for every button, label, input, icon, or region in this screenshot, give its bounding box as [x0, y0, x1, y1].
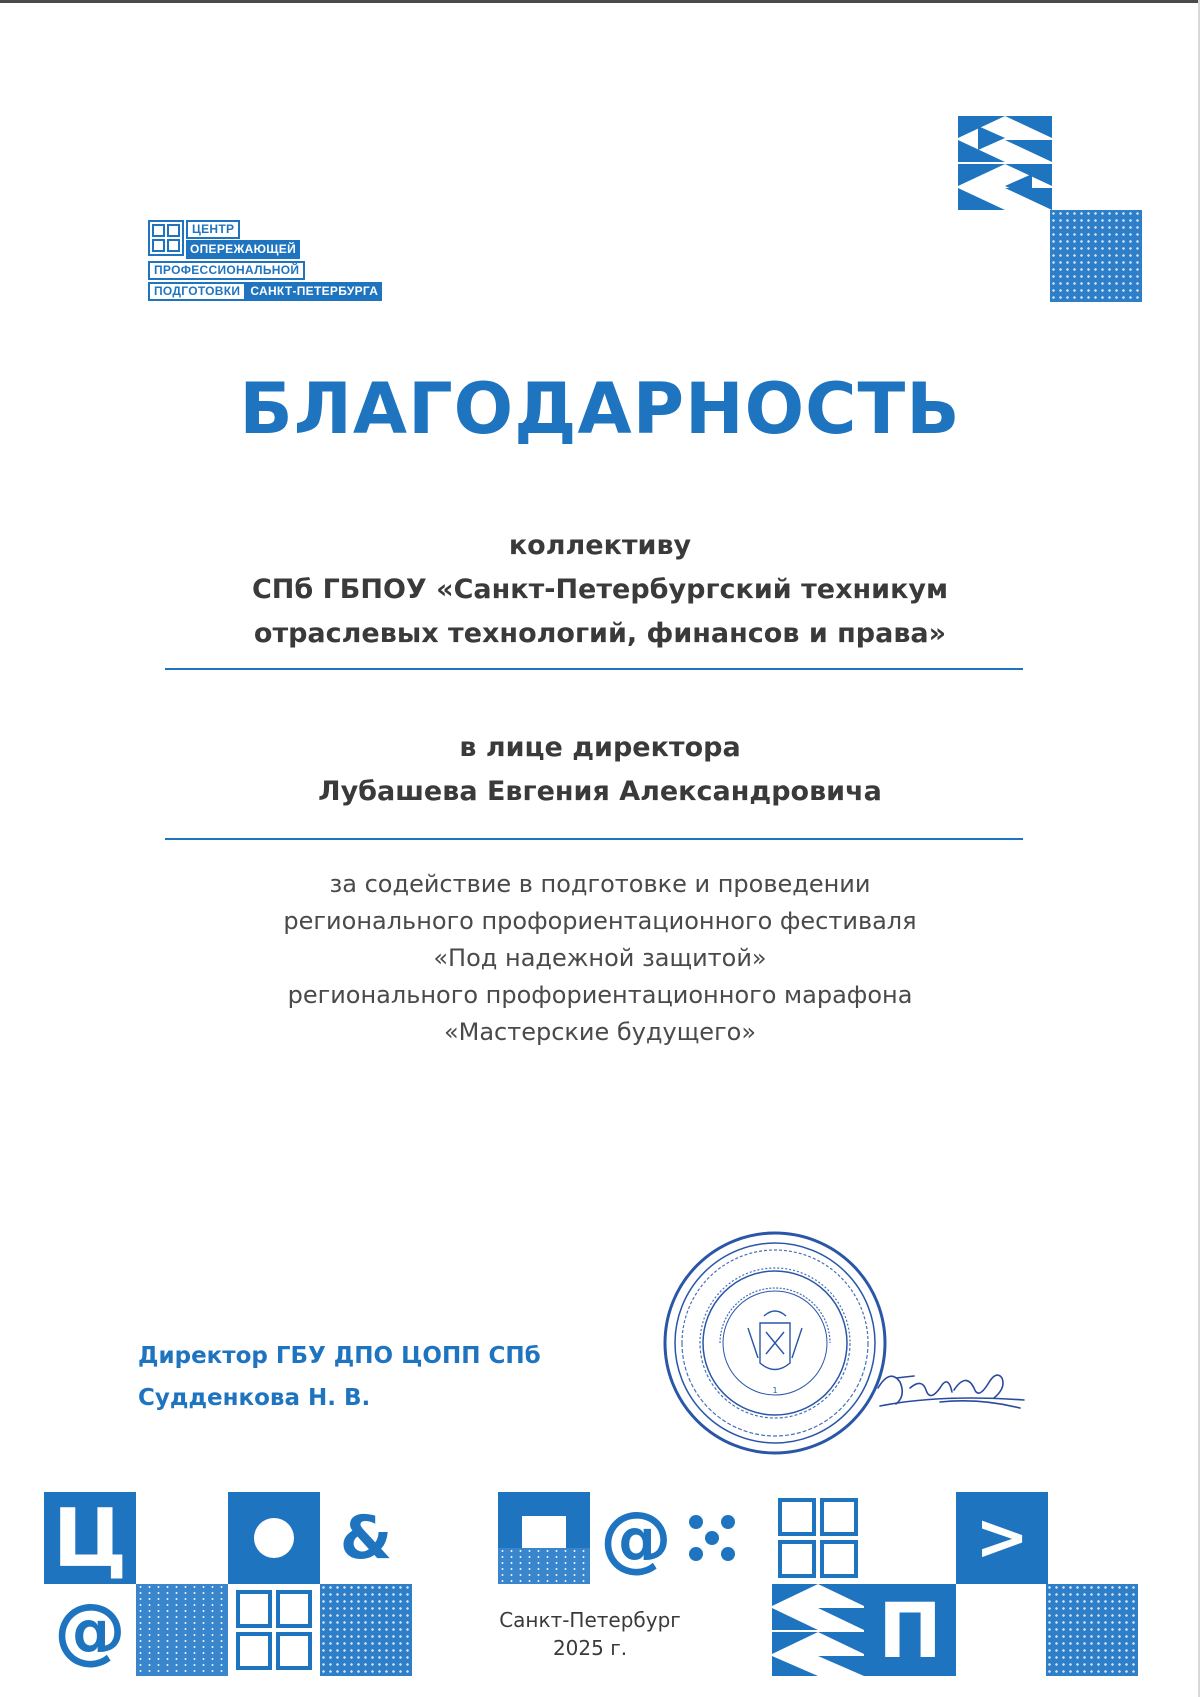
decor-triangles-bottom	[772, 1584, 864, 1676]
decor-dots-cluster	[682, 1492, 752, 1584]
decor-empty-2	[864, 1492, 956, 1584]
recipient-line-1: коллективу	[508, 530, 692, 561]
person-line-2: Лубашева Евгения Александровича	[318, 776, 882, 807]
logo-line-2: ОПЕРЕЖАЮЩЕЙ	[186, 240, 300, 259]
triangle-pattern	[958, 116, 1052, 210]
page-title: БЛАГОДАРНОСТЬ	[239, 368, 961, 450]
dot-pattern-bottom-left-2	[320, 1584, 412, 1676]
person-line-1: в лице директора	[459, 732, 741, 763]
footer-place-date	[470, 1606, 710, 1662]
dot-pattern-top	[1050, 210, 1142, 302]
recipient-line-2: СПб ГБПОУ «Санкт-Петербургский техникум	[251, 574, 949, 605]
signer-position: Директор ГБУ ДПО ЦОПП СПб	[138, 1343, 541, 1369]
reason-line-3: «Под надежной защитой»	[433, 944, 767, 972]
decor-copp-mark-right	[772, 1492, 864, 1584]
divider-1	[165, 668, 1023, 670]
footer-year: 2025 г.	[552, 1636, 628, 1660]
dot-pattern-bottom-right	[1046, 1584, 1138, 1676]
decor-strip	[498, 1584, 590, 1596]
official-seal	[660, 1228, 890, 1458]
decor-circle-block	[228, 1492, 320, 1584]
decor-p-block: П	[864, 1584, 956, 1676]
decor-gt-block: >	[956, 1492, 1048, 1584]
dot-pattern-bottom-left	[136, 1584, 228, 1676]
logo-mark-icon	[148, 220, 184, 256]
copp-logo	[148, 220, 438, 302]
decor-amp: &	[339, 1503, 393, 1573]
reason-line-1: за содействие в подготовке и проведении	[329, 870, 871, 898]
decor-at-middle: @	[600, 1496, 672, 1580]
person-block	[0, 726, 1200, 814]
logo-line-1: ЦЕНТР	[186, 220, 240, 239]
logo-line-4b: САНКТ-ПЕТЕРБУРГА	[246, 282, 382, 301]
signature	[870, 1348, 1030, 1418]
dot-pattern-middle	[498, 1548, 590, 1584]
reason-line-4: регионального профориентационного марафона	[287, 981, 913, 1009]
divider-2	[165, 838, 1023, 840]
signer-block	[138, 1335, 541, 1419]
decor-copp-mark-left	[228, 1584, 320, 1676]
reason-block	[0, 866, 1200, 1051]
recipient-block	[0, 524, 1200, 656]
decor-ts-block: Ц	[44, 1492, 136, 1584]
footer-city: Санкт-Петербург	[499, 1608, 681, 1632]
signer-name: Судденкова Н. В.	[138, 1385, 371, 1411]
svg-text:1: 1	[772, 1386, 778, 1395]
top-border	[0, 0, 1200, 3]
logo-line-4a: ПОДГОТОВКИ	[148, 282, 246, 301]
logo-line-3: ПРОФЕССИОНАЛЬНОЙ	[148, 261, 305, 280]
reason-line-5: «Мастерские будущего»	[443, 1018, 757, 1046]
recipient-line-3: отраслевых технологий, финансов и права»	[253, 618, 947, 649]
decor-at-left: @	[54, 1588, 126, 1672]
decor-empty	[136, 1492, 228, 1584]
reason-line-2: регионального профориентационного фестиваля	[283, 907, 917, 935]
